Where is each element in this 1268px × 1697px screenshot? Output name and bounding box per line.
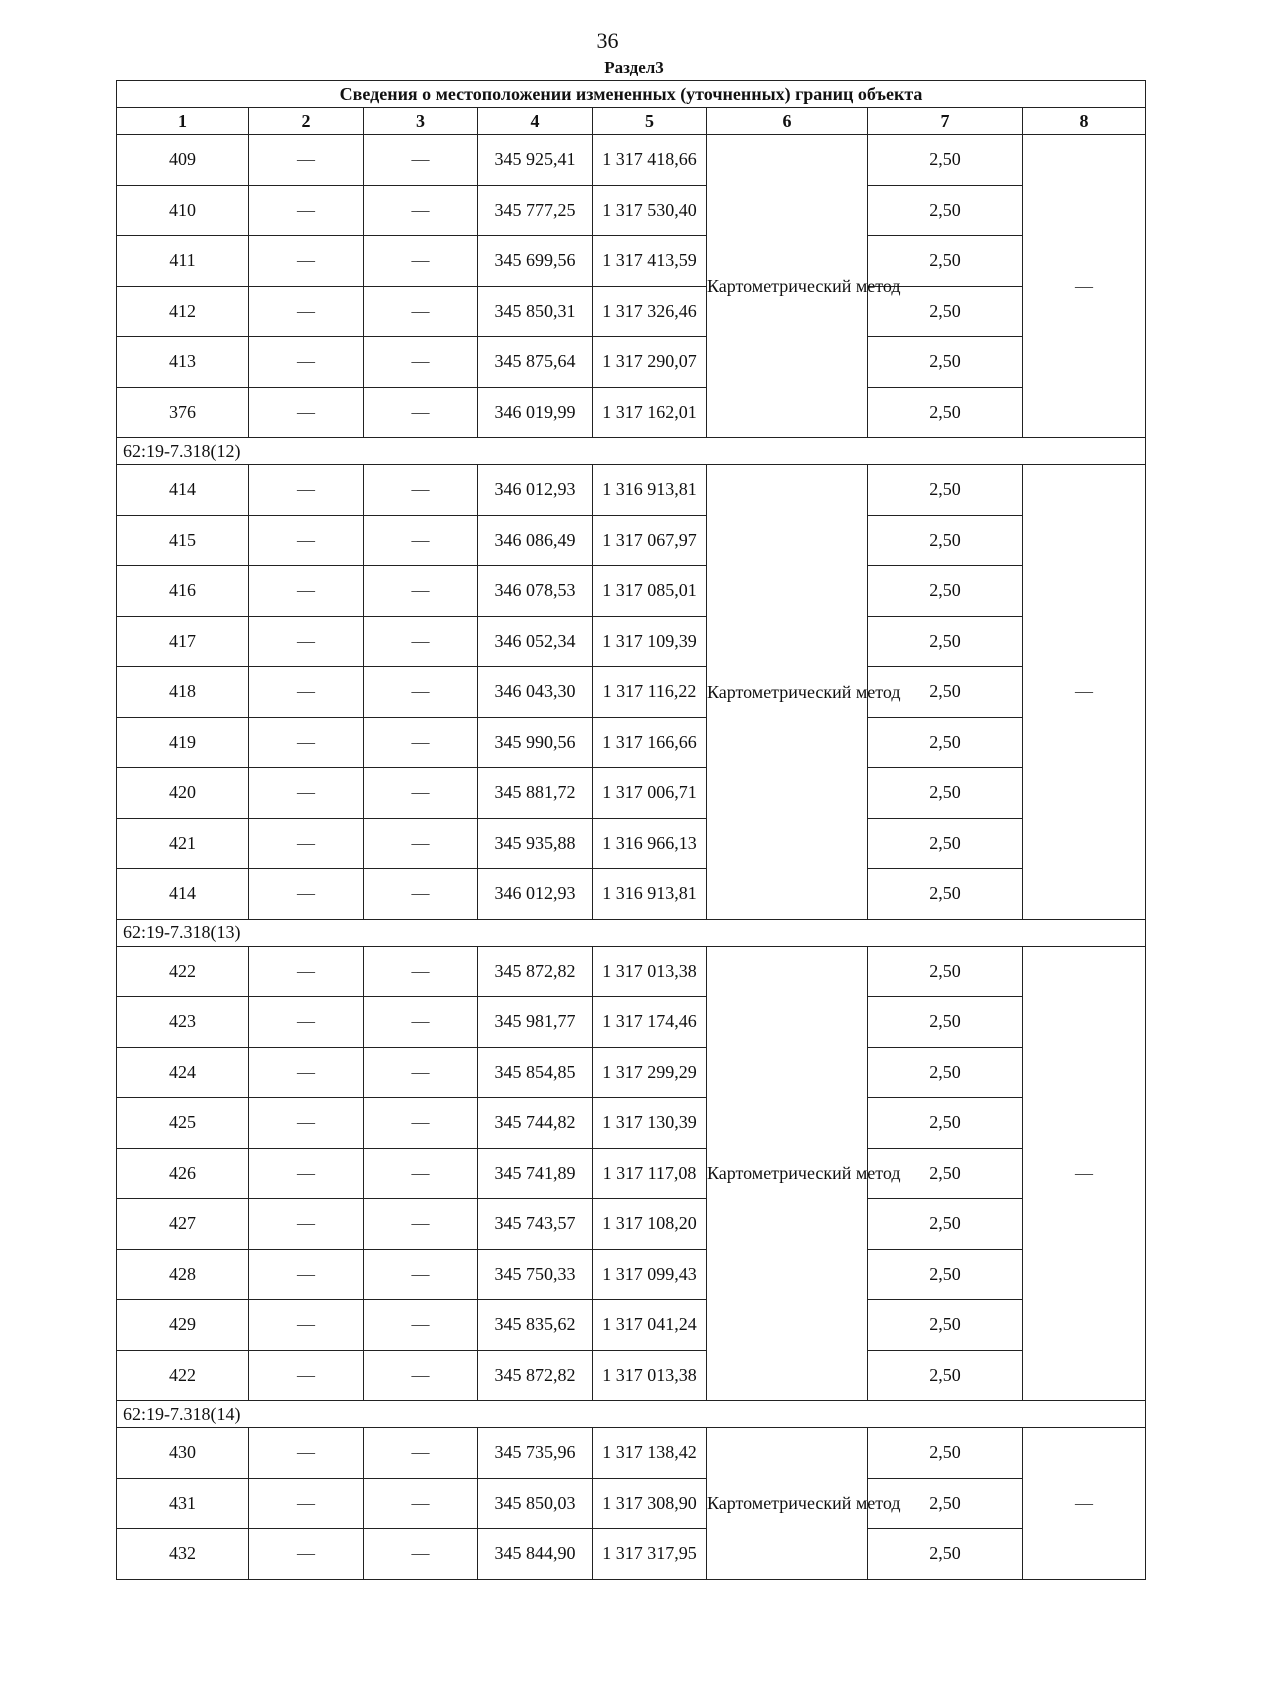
x-coordinate-cell: 345 850,31	[478, 286, 593, 337]
column2-cell: —	[249, 616, 364, 667]
point-number-cell: 410	[117, 185, 249, 236]
column8-cell: —	[1023, 465, 1146, 920]
point-number-cell: 429	[117, 1300, 249, 1351]
cadastral-group-label: 62:19-7.318(13)	[117, 919, 1146, 946]
y-coordinate-cell: 1 317 308,90	[593, 1478, 707, 1529]
x-coordinate-cell: 345 835,62	[478, 1300, 593, 1351]
column3-cell: —	[364, 236, 478, 287]
x-coordinate-cell: 346 019,99	[478, 387, 593, 438]
column3-cell: —	[364, 1428, 478, 1479]
column3-cell: —	[364, 185, 478, 236]
table-row	[117, 1047, 1146, 1098]
x-coordinate-cell: 345 699,56	[478, 236, 593, 287]
column2-cell: —	[249, 1249, 364, 1300]
column8-cell: —	[1023, 946, 1146, 1401]
x-coordinate-cell: 345 744,82	[478, 1098, 593, 1149]
y-coordinate-cell: 1 317 013,38	[593, 946, 707, 997]
accuracy-cell: 2,50	[868, 1249, 1023, 1300]
x-coordinate-cell: 345 850,03	[478, 1478, 593, 1529]
column3-cell: —	[364, 566, 478, 617]
point-number-cell: 421	[117, 818, 249, 869]
column8-cell: —	[1023, 1428, 1146, 1580]
column-number: 4	[478, 108, 593, 135]
column3-cell: —	[364, 1300, 478, 1351]
column2-cell: —	[249, 869, 364, 920]
point-number-cell: 417	[117, 616, 249, 667]
column-number: 7	[868, 108, 1023, 135]
table-row	[117, 566, 1146, 617]
table-row	[117, 236, 1146, 287]
column2-cell: —	[249, 337, 364, 388]
group-label-row	[117, 438, 1146, 465]
table-row	[117, 946, 1146, 997]
x-coordinate-cell: 345 741,89	[478, 1148, 593, 1199]
table-row	[117, 185, 1146, 236]
point-number-cell: 414	[117, 465, 249, 516]
column3-cell: —	[364, 1529, 478, 1580]
accuracy-cell: 2,50	[868, 1428, 1023, 1479]
table-row	[117, 768, 1146, 819]
point-number-cell: 413	[117, 337, 249, 388]
accuracy-cell: 2,50	[868, 1098, 1023, 1149]
accuracy-cell: 2,50	[868, 1148, 1023, 1199]
accuracy-cell: 2,50	[868, 135, 1023, 186]
point-number-cell: 414	[117, 869, 249, 920]
column2-cell: —	[249, 286, 364, 337]
column2-cell: —	[249, 997, 364, 1048]
column2-cell: —	[249, 1199, 364, 1250]
x-coordinate-cell: 345 875,64	[478, 337, 593, 388]
column3-cell: —	[364, 387, 478, 438]
y-coordinate-cell: 1 317 041,24	[593, 1300, 707, 1351]
column3-cell: —	[364, 818, 478, 869]
column2-cell: —	[249, 566, 364, 617]
method-cell: Картометрический метод	[707, 465, 868, 920]
column3-cell: —	[364, 1478, 478, 1529]
column2-cell: —	[249, 135, 364, 186]
point-number-cell: 422	[117, 1350, 249, 1401]
table-row	[117, 1350, 1146, 1401]
column-number: 2	[249, 108, 364, 135]
method-cell: Картометрический метод	[707, 1428, 868, 1580]
table-row	[117, 286, 1146, 337]
column3-cell: —	[364, 1249, 478, 1300]
table-row	[117, 717, 1146, 768]
table-row	[117, 135, 1146, 186]
table-row	[117, 1529, 1146, 1580]
y-coordinate-cell: 1 317 130,39	[593, 1098, 707, 1149]
column3-cell: —	[364, 135, 478, 186]
y-coordinate-cell: 1 317 317,95	[593, 1529, 707, 1580]
x-coordinate-cell: 345 981,77	[478, 997, 593, 1048]
column-number: 6	[707, 108, 868, 135]
y-coordinate-cell: 1 317 067,97	[593, 515, 707, 566]
column2-cell: —	[249, 1300, 364, 1351]
column3-cell: —	[364, 286, 478, 337]
y-coordinate-cell: 1 317 326,46	[593, 286, 707, 337]
accuracy-cell: 2,50	[868, 768, 1023, 819]
accuracy-cell: 2,50	[868, 616, 1023, 667]
accuracy-cell: 2,50	[868, 1529, 1023, 1580]
table-row	[117, 616, 1146, 667]
x-coordinate-cell: 345 881,72	[478, 768, 593, 819]
point-number-cell: 431	[117, 1478, 249, 1529]
accuracy-cell: 2,50	[868, 667, 1023, 718]
column3-cell: —	[364, 869, 478, 920]
accuracy-cell: 2,50	[868, 1199, 1023, 1250]
table-row	[117, 1098, 1146, 1149]
accuracy-cell: 2,50	[868, 337, 1023, 388]
table-row	[117, 337, 1146, 388]
accuracy-cell: 2,50	[868, 286, 1023, 337]
table-row	[117, 465, 1146, 516]
x-coordinate-cell: 345 854,85	[478, 1047, 593, 1098]
table-row	[117, 869, 1146, 920]
column-number: 1	[117, 108, 249, 135]
x-coordinate-cell: 345 777,25	[478, 185, 593, 236]
y-coordinate-cell: 1 317 117,08	[593, 1148, 707, 1199]
accuracy-cell: 2,50	[868, 465, 1023, 516]
table-row	[117, 818, 1146, 869]
point-number-cell: 430	[117, 1428, 249, 1479]
table-row	[117, 387, 1146, 438]
table-body	[117, 135, 1146, 1580]
column3-cell: —	[364, 515, 478, 566]
y-coordinate-cell: 1 317 530,40	[593, 185, 707, 236]
point-number-cell: 432	[117, 1529, 249, 1580]
column8-cell: —	[1023, 135, 1146, 438]
column2-cell: —	[249, 1529, 364, 1580]
column2-cell: —	[249, 1047, 364, 1098]
column-number-row	[117, 108, 1146, 135]
column2-cell: —	[249, 1428, 364, 1479]
x-coordinate-cell: 346 012,93	[478, 465, 593, 516]
point-number-cell: 425	[117, 1098, 249, 1149]
x-coordinate-cell: 346 086,49	[478, 515, 593, 566]
accuracy-cell: 2,50	[868, 717, 1023, 768]
accuracy-cell: 2,50	[868, 997, 1023, 1048]
table-row	[117, 997, 1146, 1048]
table-row	[117, 1249, 1146, 1300]
boundary-coordinates-table	[116, 80, 1146, 1580]
x-coordinate-cell: 345 735,96	[478, 1428, 593, 1479]
column3-cell: —	[364, 1350, 478, 1401]
x-coordinate-cell: 346 043,30	[478, 667, 593, 718]
column3-cell: —	[364, 946, 478, 997]
column2-cell: —	[249, 1148, 364, 1199]
group-label-row	[117, 1401, 1146, 1428]
accuracy-cell: 2,50	[868, 185, 1023, 236]
column2-cell: —	[249, 387, 364, 438]
section-title: Раздел3	[604, 58, 664, 77]
column3-cell: —	[364, 717, 478, 768]
accuracy-cell: 2,50	[868, 1478, 1023, 1529]
y-coordinate-cell: 1 317 013,38	[593, 1350, 707, 1401]
x-coordinate-cell: 345 750,33	[478, 1249, 593, 1300]
accuracy-cell: 2,50	[868, 946, 1023, 997]
x-coordinate-cell: 346 012,93	[478, 869, 593, 920]
y-coordinate-cell: 1 317 418,66	[593, 135, 707, 186]
point-number-cell: 427	[117, 1199, 249, 1250]
column3-cell: —	[364, 667, 478, 718]
table-caption: Сведения о местоположении измененных (уточненных) границ объекта	[117, 81, 1146, 108]
point-number-cell: 409	[117, 135, 249, 186]
column3-cell: —	[364, 1199, 478, 1250]
x-coordinate-cell: 346 078,53	[478, 566, 593, 617]
y-coordinate-cell: 1 317 099,43	[593, 1249, 707, 1300]
column2-cell: —	[249, 1478, 364, 1529]
y-coordinate-cell: 1 317 290,07	[593, 337, 707, 388]
accuracy-cell: 2,50	[868, 1350, 1023, 1401]
table-row	[117, 1478, 1146, 1529]
page-number: 36	[596, 28, 619, 53]
point-number-cell: 423	[117, 997, 249, 1048]
y-coordinate-cell: 1 316 913,81	[593, 869, 707, 920]
accuracy-cell: 2,50	[868, 1300, 1023, 1351]
column3-cell: —	[364, 1098, 478, 1149]
x-coordinate-cell: 345 925,41	[478, 135, 593, 186]
y-coordinate-cell: 1 317 116,22	[593, 667, 707, 718]
accuracy-cell: 2,50	[868, 869, 1023, 920]
y-coordinate-cell: 1 317 299,29	[593, 1047, 707, 1098]
table-row	[117, 1428, 1146, 1479]
y-coordinate-cell: 1 317 166,66	[593, 717, 707, 768]
accuracy-cell: 2,50	[868, 566, 1023, 617]
table-row	[117, 1300, 1146, 1351]
point-number-cell: 416	[117, 566, 249, 617]
cadastral-group-label: 62:19-7.318(14)	[117, 1401, 1146, 1428]
y-coordinate-cell: 1 317 413,59	[593, 236, 707, 287]
column2-cell: —	[249, 768, 364, 819]
column2-cell: —	[249, 1098, 364, 1149]
column2-cell: —	[249, 465, 364, 516]
table-row	[117, 1199, 1146, 1250]
y-coordinate-cell: 1 317 109,39	[593, 616, 707, 667]
column2-cell: —	[249, 185, 364, 236]
cadastral-group-label: 62:19-7.318(12)	[117, 438, 1146, 465]
accuracy-cell: 2,50	[868, 387, 1023, 438]
accuracy-cell: 2,50	[868, 818, 1023, 869]
column3-cell: —	[364, 1047, 478, 1098]
column2-cell: —	[249, 236, 364, 287]
column3-cell: —	[364, 1148, 478, 1199]
accuracy-cell: 2,50	[868, 515, 1023, 566]
y-coordinate-cell: 1 317 085,01	[593, 566, 707, 617]
point-number-cell: 418	[117, 667, 249, 718]
x-coordinate-cell: 345 872,82	[478, 1350, 593, 1401]
point-number-cell: 415	[117, 515, 249, 566]
column2-cell: —	[249, 717, 364, 768]
point-number-cell: 412	[117, 286, 249, 337]
column3-cell: —	[364, 337, 478, 388]
column2-cell: —	[249, 515, 364, 566]
column2-cell: —	[249, 818, 364, 869]
y-coordinate-cell: 1 317 108,20	[593, 1199, 707, 1250]
column2-cell: —	[249, 946, 364, 997]
point-number-cell: 422	[117, 946, 249, 997]
column2-cell: —	[249, 667, 364, 718]
point-number-cell: 420	[117, 768, 249, 819]
table-row	[117, 667, 1146, 718]
column3-cell: —	[364, 465, 478, 516]
column-number: 5	[593, 108, 707, 135]
y-coordinate-cell: 1 317 006,71	[593, 768, 707, 819]
column3-cell: —	[364, 997, 478, 1048]
table-row	[117, 1148, 1146, 1199]
point-number-cell: 376	[117, 387, 249, 438]
y-coordinate-cell: 1 317 138,42	[593, 1428, 707, 1479]
x-coordinate-cell: 345 844,90	[478, 1529, 593, 1580]
point-number-cell: 424	[117, 1047, 249, 1098]
y-coordinate-cell: 1 317 174,46	[593, 997, 707, 1048]
point-number-cell: 428	[117, 1249, 249, 1300]
point-number-cell: 426	[117, 1148, 249, 1199]
x-coordinate-cell: 345 872,82	[478, 946, 593, 997]
x-coordinate-cell: 345 935,88	[478, 818, 593, 869]
x-coordinate-cell: 346 052,34	[478, 616, 593, 667]
point-number-cell: 419	[117, 717, 249, 768]
x-coordinate-cell: 345 743,57	[478, 1199, 593, 1250]
point-number-cell: 411	[117, 236, 249, 287]
column3-cell: —	[364, 768, 478, 819]
y-coordinate-cell: 1 316 913,81	[593, 465, 707, 516]
table-caption-row	[117, 81, 1146, 108]
column-number: 3	[364, 108, 478, 135]
method-cell: Картометрический метод	[707, 135, 868, 438]
y-coordinate-cell: 1 317 162,01	[593, 387, 707, 438]
column2-cell: —	[249, 1350, 364, 1401]
y-coordinate-cell: 1 316 966,13	[593, 818, 707, 869]
accuracy-cell: 2,50	[868, 236, 1023, 287]
column-number: 8	[1023, 108, 1146, 135]
accuracy-cell: 2,50	[868, 1047, 1023, 1098]
method-cell: Картометрический метод	[707, 946, 868, 1401]
column3-cell: —	[364, 616, 478, 667]
table-row	[117, 515, 1146, 566]
group-label-row	[117, 919, 1146, 946]
x-coordinate-cell: 345 990,56	[478, 717, 593, 768]
